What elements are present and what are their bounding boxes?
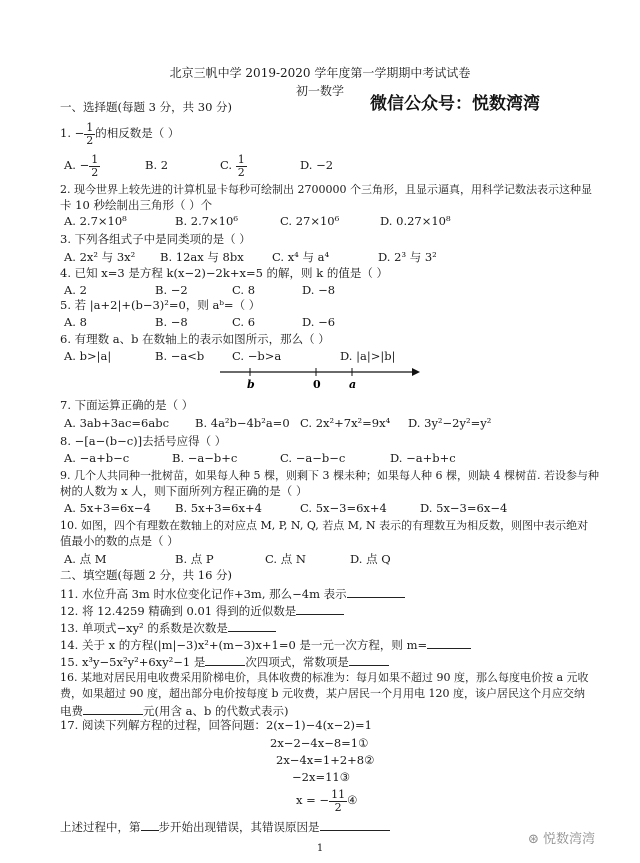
question-2-line-2: 卡 10 秒绘制出三角形（ ）个 — [60, 198, 213, 212]
q4-option-d: D. −8 — [302, 283, 336, 297]
q1-option-a: A. − $\frac{1}{2}$ — [64, 152, 99, 179]
question-8: 8. −[a−(b−c)]去括号应得（ ） — [60, 434, 227, 448]
q8-option-d: D. −a+b+c — [390, 451, 456, 465]
wechat-icon: ⊛ — [528, 832, 544, 847]
q2-option-d: D. 0.27×10⁸ — [380, 214, 451, 228]
q2-option-b: B. 2.7×10⁶ — [175, 214, 238, 228]
q1-option-d: D. −2 — [300, 158, 334, 172]
question-1: 1. − $\frac{1}{2}$ 的相反数是（ ） — [60, 120, 180, 147]
question-6: 6. 有理数 a、b 在数轴上的表示如图所示，那么（ ） — [60, 332, 330, 346]
q5-option-a: A. 8 — [64, 315, 87, 329]
question-7: 7. 下面运算正确的是（ ） — [60, 398, 194, 412]
q6-option-c: C. −b>a — [232, 349, 282, 363]
q3-option-b: B. 12ax 与 8bx — [160, 250, 244, 264]
q8-option-c: C. −a−b−c — [280, 451, 346, 465]
q1-option-c: C. $\frac{1}{2}$ — [220, 152, 245, 179]
q9-option-d: D. 5x−3=6x−4 — [420, 501, 508, 515]
solution-step-4: x = − $\frac{11}{2}$ ④ — [296, 787, 358, 814]
q5-option-b: B. −8 — [155, 315, 188, 329]
exam-title: 北京三帆中学 2019-2020 学年度第一学期期中考试试卷 — [169, 66, 471, 80]
q7-option-a: A. 3ab+3ac=6abc — [64, 416, 170, 430]
q6-option-d: D. |a|>|b| — [340, 349, 396, 363]
section-1-heading: 一、选择题(每题 3 分，共 30 分) — [60, 100, 233, 114]
q7-option-d: D. 3y²−2y²=y² — [408, 416, 492, 430]
answer-blank — [347, 585, 405, 598]
q8-option-a: A. −a+b−c — [64, 451, 130, 465]
q4-option-c: C. 8 — [232, 283, 256, 297]
q2-option-a: A. 2.7×10⁸ — [64, 214, 127, 228]
number-line-figure — [220, 362, 420, 392]
answer-blank — [205, 653, 245, 666]
q3-option-a: A. 2x² 与 3x² — [64, 250, 136, 264]
solution-step-3: −2x=11③ — [292, 770, 351, 784]
fraction: $\frac{1}{2}$ — [86, 120, 94, 147]
q2-option-c: C. 27×10⁶ — [280, 214, 340, 228]
answer-blank — [141, 818, 159, 831]
q6-option-b: B. −a<b — [155, 349, 205, 363]
section-2-heading: 二、填空题(每题 2 分，共 16 分) — [60, 568, 233, 582]
label-zero: 0 — [313, 378, 321, 391]
question-16-line-2: 费，如果超过 90 度，超出部分电价按每度 b 元收费，某户居民一个月用电 120 度，该户居民这个月应交纳 — [60, 687, 586, 700]
q3-option-c: C. x⁴ 与 a⁴ — [272, 250, 330, 264]
answer-blank — [427, 636, 471, 649]
question-12: 12. 将 12.4259 精确到 0.01 得到的近似数是 — [60, 602, 344, 619]
solution-step-2: 2x−4x=1+2+8② — [276, 753, 375, 767]
question-2-line-1: 2. 现今世界上较先进的计算机显卡每秒可绘制出 2700000 个三角形，且显示逼真，用科学记数法表示这种显 — [60, 183, 592, 196]
q10-option-c: C. 点 N — [265, 552, 306, 566]
label-a: a — [349, 378, 357, 391]
answer-blank — [320, 818, 390, 831]
exam-subtitle: 初一数学 — [295, 84, 344, 98]
q10-option-a: A. 点 M — [64, 552, 107, 566]
q9-option-c: C. 5x−3=6x+4 — [300, 501, 387, 515]
label-b: b — [247, 378, 255, 391]
footer-logo: ⊛ 悦数湾湾 — [528, 832, 596, 847]
q1-option-b: B. 2 — [145, 158, 169, 172]
q9-option-b: B. 5x+3=6x+4 — [175, 501, 262, 515]
q4-option-a: A. 2 — [64, 283, 87, 297]
question-10-line-1: 10. 如图，四个有理数在数轴上的对应点 M, P, N, Q, 若点 M, N 表示的有理数互为相反数，则图中表示绝对 — [60, 519, 589, 532]
answer-blank — [83, 702, 143, 715]
answer-blank — [296, 602, 344, 615]
arrow-right-icon — [412, 368, 420, 376]
question-14: 14. 关于 x 的方程(|m|−3)x²+(m−3)x+1=0 是一元一次方程，则 m= — [60, 636, 471, 653]
question-3: 3. 下列各组式子中是同类项的是（ ） — [60, 232, 251, 246]
q8-option-b: B. −a−b+c — [172, 451, 238, 465]
question-9-line-1: 9. 几个人共同种一批树苗，如果每人种 5 棵，则剩下 3 棵未种；如果每人种 6 棵，则缺 4 棵树苗. 若设参与种 — [60, 469, 599, 482]
question-17-answer: 上述过程中，第 步开始出现错误，其错误原因是 — [60, 818, 390, 835]
answer-blank — [228, 619, 276, 632]
question-15: 15. x³y−5x²y²+6xy²−1 是 次四项式，常数项是 — [60, 653, 389, 670]
q10-option-d: D. 点 Q — [350, 552, 391, 566]
q7-option-c: C. 2x²+7x²=9x⁴ — [300, 416, 391, 430]
solution-step-1: 2x−2−4x−8=1① — [270, 736, 369, 750]
q4-option-b: B. −2 — [155, 283, 188, 297]
q3-option-d: D. 2³ 与 3² — [378, 250, 437, 264]
q9-option-a: A. 5x+3=6x−4 — [64, 501, 151, 515]
question-16-line-1: 16. 某地对居民用电收费采用阶梯电价，具体收费的标准为：每月如果不超过 90 度，那么每度电价按 a 元收 — [60, 671, 589, 684]
q5-option-c: C. 6 — [232, 315, 256, 329]
q6-option-a: A. b>|a| — [64, 349, 112, 363]
question-9-line-2: 树的人数为 x 人，则下面所列方程正确的是（ ） — [60, 484, 308, 498]
question-17: 17. 阅读下列解方程的过程，回答问题：2(x−1)−4(x−2)=1 — [60, 718, 372, 732]
question-5: 5. 若 |a+2|+(b−3)²=0，则 aᵇ=（ ） — [60, 298, 261, 312]
answer-blank — [349, 653, 389, 666]
wechat-watermark: 微信公众号：悦数湾湾 — [370, 94, 540, 114]
question-13: 13. 单项式−xy² 的系数是次数是 — [60, 619, 276, 636]
question-10-line-2: 值最小的数的点是（ ） — [60, 534, 179, 548]
page-number: 1 — [316, 843, 324, 854]
question-11: 11. 水位升高 3m 时水位变化记作+3m, 那么−4m 表示 — [60, 585, 405, 602]
question-16-line-3: 电费 元(用含 a、b 的代数式表示) — [60, 704, 289, 718]
question-4: 4. 已知 x=3 是方程 k(x−2)−2k+x=5 的解，则 k 的值是（ ） — [60, 266, 388, 280]
q10-option-b: B. 点 P — [175, 552, 214, 566]
q7-option-b: B. 4a²b−4b²a=0 — [195, 416, 290, 430]
q5-option-d: D. −6 — [302, 315, 336, 329]
